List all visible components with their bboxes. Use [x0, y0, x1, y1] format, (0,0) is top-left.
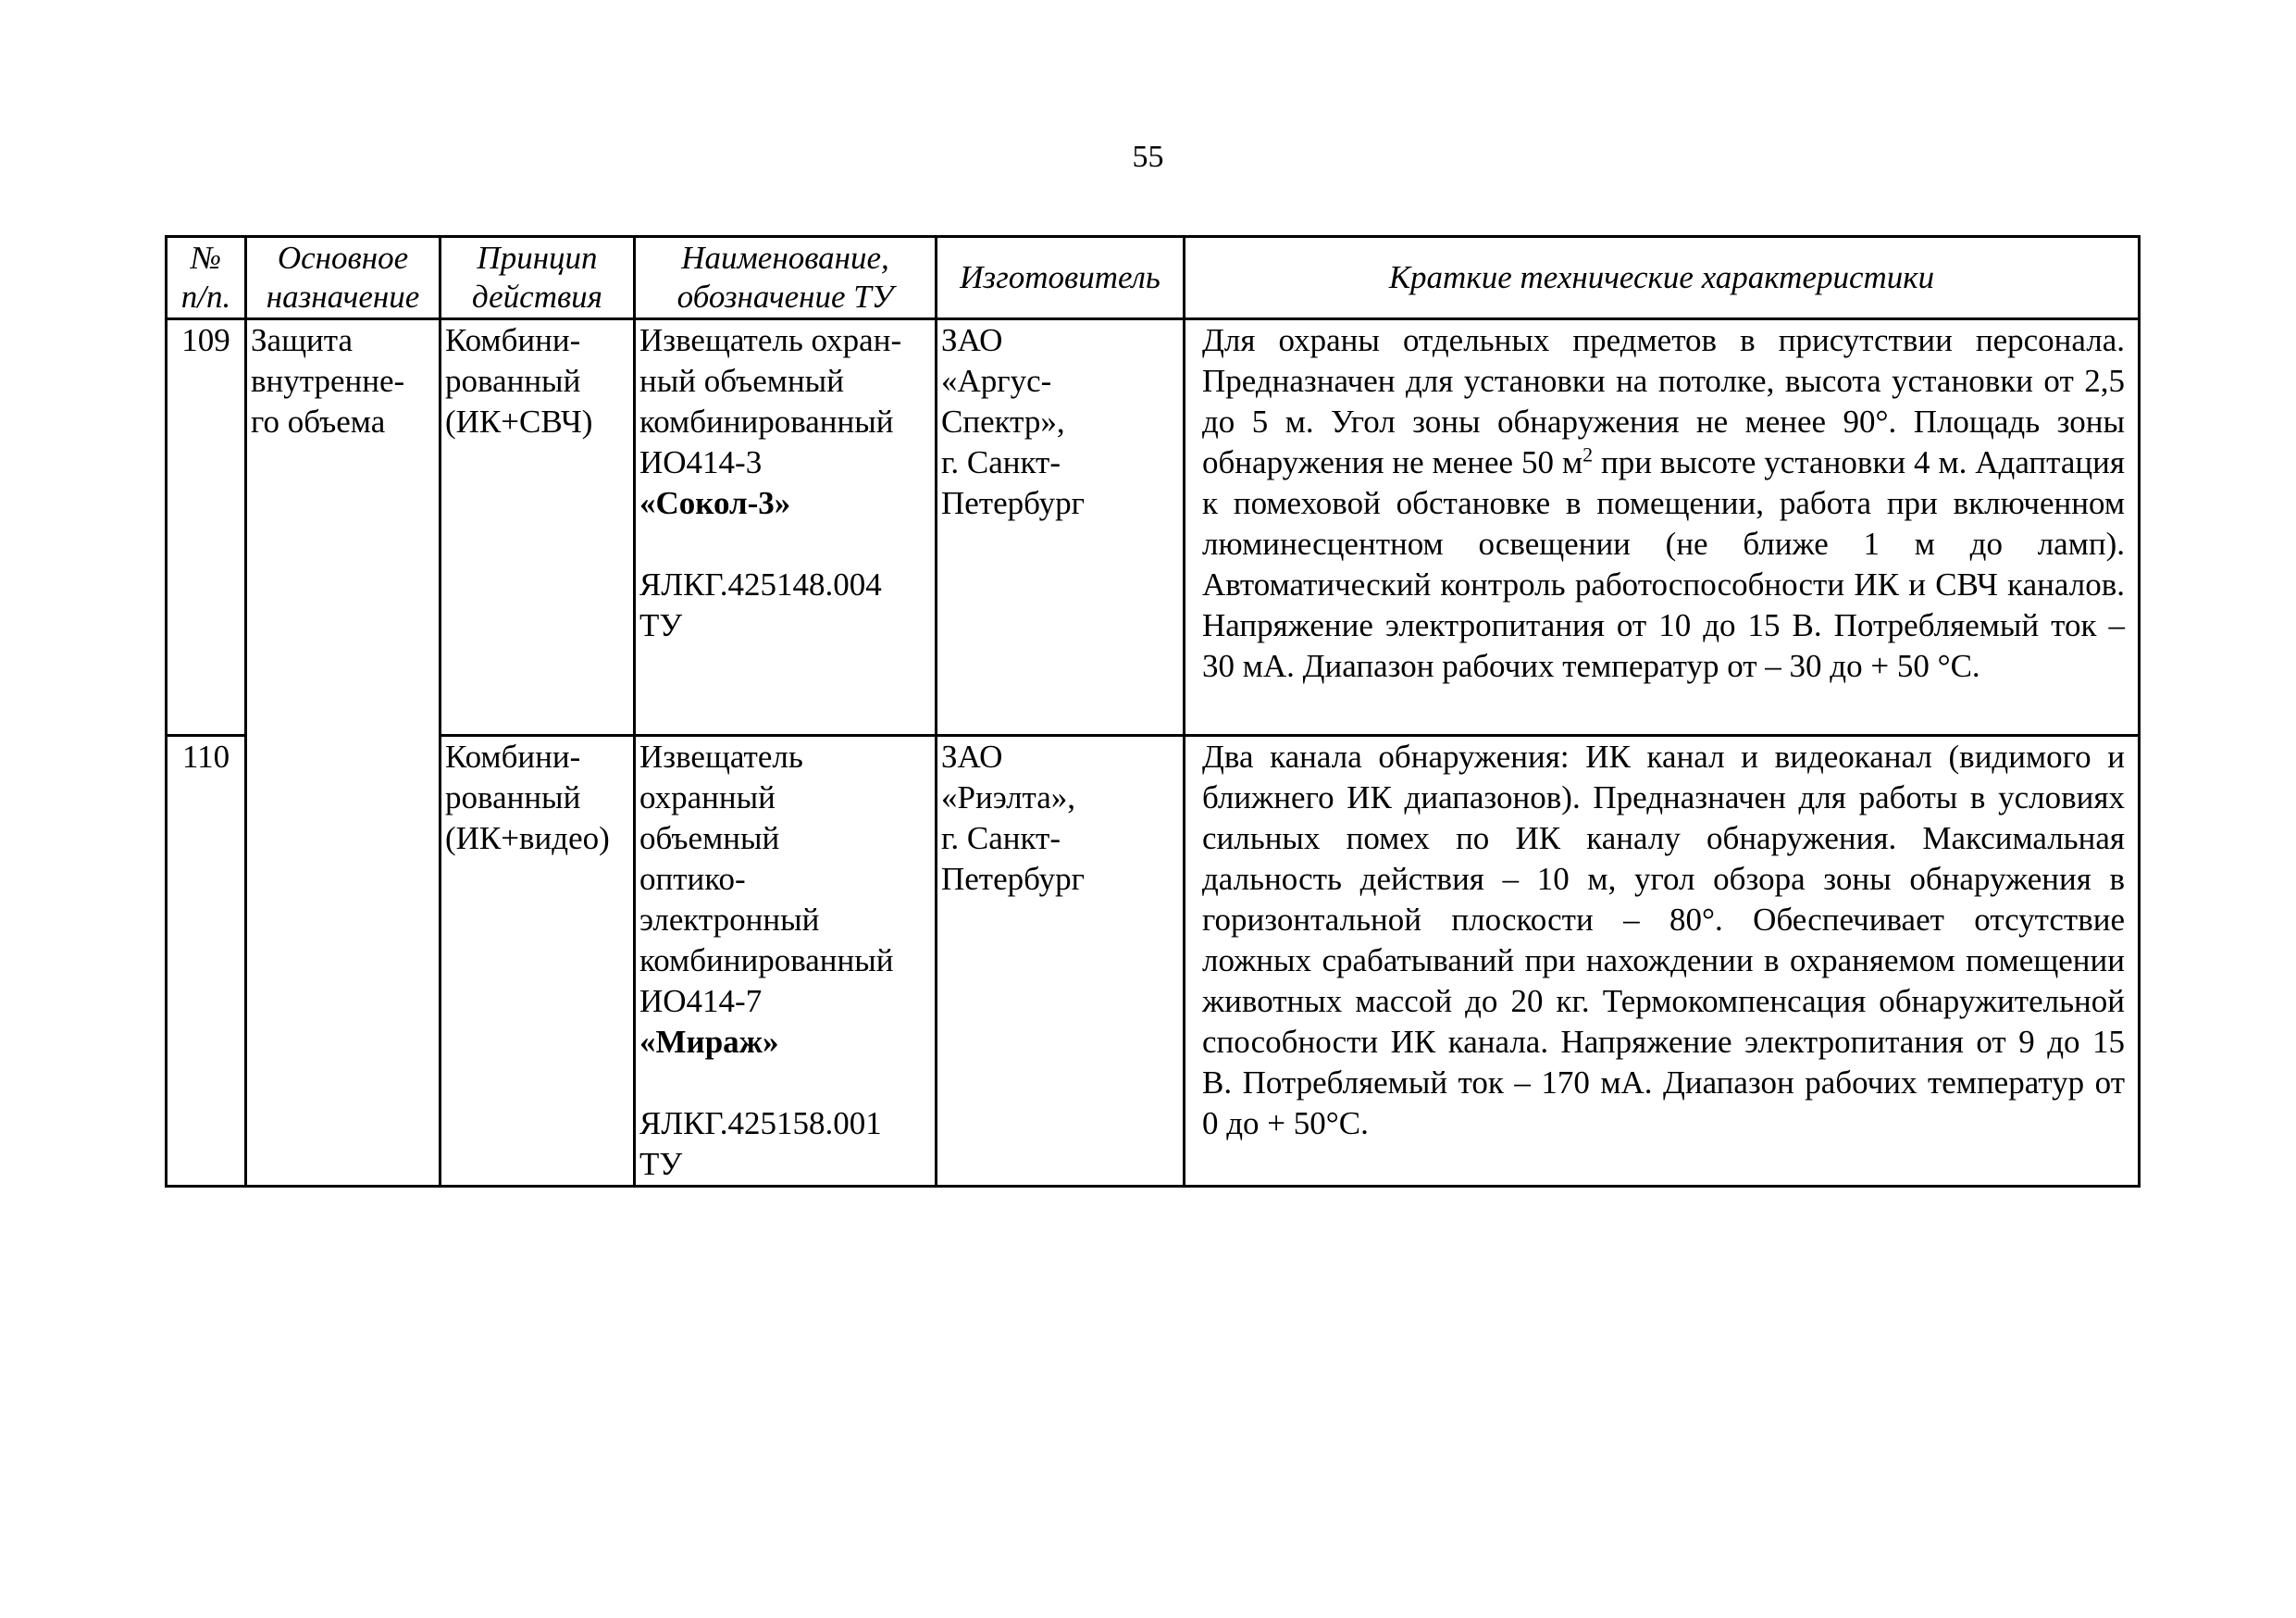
purpose-cell: Защита внутренне- го объема: [246, 319, 441, 1187]
tu-code: ЯЛКГ.425148.004: [639, 566, 882, 603]
specs-cell: Для охраны отдельных предметов в присутствии персонала. Предназначен для установки на потолке, высота установки от 2,5 до 5 м. Угол зоны обнаружения не менее 90°. Площадь зоны обнаружения не менее 50 $м^2$ при высоте установки 4 м. Адаптация к помеховой обстановке в помещении, работа при включенном люминесцентном освещении (не ближе 1 м до ламп). Автоматический контроль работоспособности ИК и СВЧ каналов. Напряжение электропитания от 10 до 15 В. Потребляемый ток – 30 мА. Диапазон рабочих температур от – 30 до + 50 °С.: [1185, 319, 2140, 736]
header-name: Наименование, обозначение ТУ: [635, 237, 937, 319]
row-number: 109: [167, 319, 246, 736]
table-row: [167, 736, 2140, 1187]
header-specs: Краткие технические характеристики: [1185, 237, 2140, 319]
row-number: 110: [167, 736, 246, 1187]
table-header-row: [167, 237, 2140, 319]
specs-cell: Два канала обнаружения: ИК канал и видеоканал (видимого и ближнего ИК диапазонов). Предназначен для работы в условиях сильных помех по ИК каналу обнаружения. Максимальная дальность действия – 10 м, угол обзора зоны обнаружения в горизонтальной плоскости – 80°. Обеспечивает отсутствие ложных срабатываний при нахождении в охраняемом помещении животных массой до 20 кг. Термокомпенсация обнаружительной способности ИК канала. Напряжение электропитания от 9 до 15 В. Потребляемый ток – 170 мА. Диапазон рабочих температур от 0 до + 50°С.: [1185, 736, 2140, 1187]
principle-cell: Комбини- рованный (ИК+СВЧ): [441, 319, 635, 736]
header-principle: Принцип действия: [441, 237, 635, 319]
header-maker: Изготовитель: [937, 237, 1185, 319]
product-title: «Сокол-3»: [639, 485, 791, 521]
principle-cell: Комбини- рованный (ИК+видео): [441, 736, 635, 1187]
manufacturer-cell: ЗАО «Риэлта», г. Санкт- Петербург: [937, 736, 1185, 1187]
table-row: [167, 319, 2140, 736]
page-number: 55: [1132, 140, 1164, 174]
product-name-cell: Извещатель охранный объемный оптико- электронный комбинированный ИО414-7 «Мираж» ЯЛКГ.425158.001 ТУ: [635, 736, 937, 1187]
equipment-spec-table: [165, 235, 2141, 1188]
manufacturer-cell: ЗАО «Аргус- Спектр», г. Санкт- Петербург: [937, 319, 1185, 736]
product-title: «Мираж»: [639, 1024, 779, 1060]
header-num: № п/п.: [167, 237, 246, 319]
header-purpose: Основное назначение: [246, 237, 441, 319]
tu-code: ЯЛКГ.425158.001: [639, 1105, 882, 1141]
product-name-cell: Извещатель охран- ный объемный комбинированный ИО414-3 «Сокол-3» ЯЛКГ.425148.004 ТУ: [635, 319, 937, 736]
